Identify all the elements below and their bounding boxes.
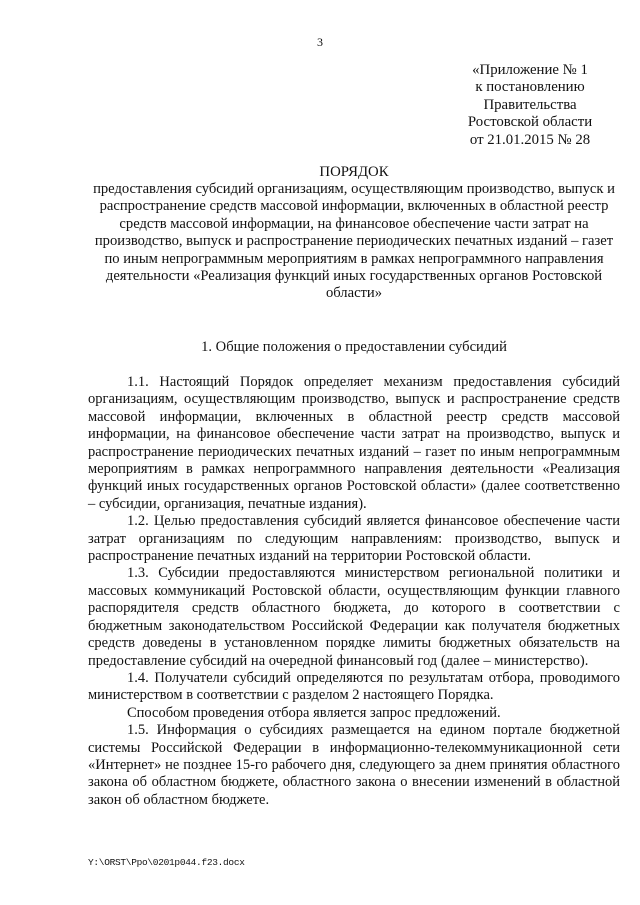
paragraph: 1.4. Получатели субсидий определяются по результатам отбора, проводимого министерством в соответствии с разделом 2 настоящего Порядка. [88,669,620,704]
document-title [88,163,620,303]
page-number: 3 [317,35,323,49]
section-title: 1. Общие положения о предоставлении субсидий [201,339,507,355]
appendix-line: к постановлению [475,79,585,96]
paragraph: 1.3. Субсидии предоставляются министерством региональной политики и массовых коммуникаций Ростовской области, осуществляющим функции главного распорядителя средств областного бюджета, до которого в соответствии с бюджетным законодательством Российской Федерации как получателя бюджетных средств доведены в установленном порядке лимиты бюджетных обязательств на предоставление субсидий на очередной финансовый год (далее – министерство). [88,565,620,669]
appendix-line: «Приложение № 1 [472,62,588,78]
title-subtitle: предоставления субсидий организациям, осуществляющим производство, выпуск и распространение средств массовой информации, включенных в областной реестр средств массовой информации, на финансовое обеспечение части затрат на производство, выпуск и распространение периодических печатных изданий – газет по иным непрограммным мероприятиям в рамках непрограммного направления деятельности «Реализация функций иных государственных органов Ростовской области» [93,181,615,302]
title-heading: ПОРЯДОК [319,164,389,180]
appendix-block [440,62,620,149]
paragraph: Способом проведения отбора является запрос предложений. [127,704,501,721]
paragraph: 1.1. Настоящий Порядок определяет механизм предоставления субсидий организациям, осуществляющим производство, выпуск и распространение средств массовой информации, включенных в областной реестр средств массовой информации, на финансовое обеспечение части затрат на производство, выпуск и распространение периодических печатных изданий – газет по иным непрограммным мероприятиям в рамках непрограммного направления деятельности «Реализация функций иных государственных органов Ростовской области» (далее соответственно – субсидии, организация, печатные издания). [88,374,620,512]
appendix-line: Правительства [483,96,577,113]
document-body [88,374,620,809]
paragraph: 1.5. Информация о субсидиях размещается на едином портале бюджетной системы Российской Федерации в информационно-телекоммуникационной сети «Интернет» не позднее 15-го рабочего дня, следующего за днем принятия областного закона об областном бюджете, областного закона о внесении изменений в областной закон об областном бюджете. [88,722,620,808]
paragraph: 1.2. Целью предоставления субсидий является финансовое обеспечение части затрат организациям по следующим направлениям: производство, выпуск и распространение печатных изданий на территории Ростовской области. [88,513,620,565]
appendix-line: от 21.01.2015 № 28 [469,131,591,148]
appendix-line: Ростовской области [467,114,593,131]
file-path-footer: Y:\ORST\Ppo\0201p044.f23.docx [88,857,245,868]
